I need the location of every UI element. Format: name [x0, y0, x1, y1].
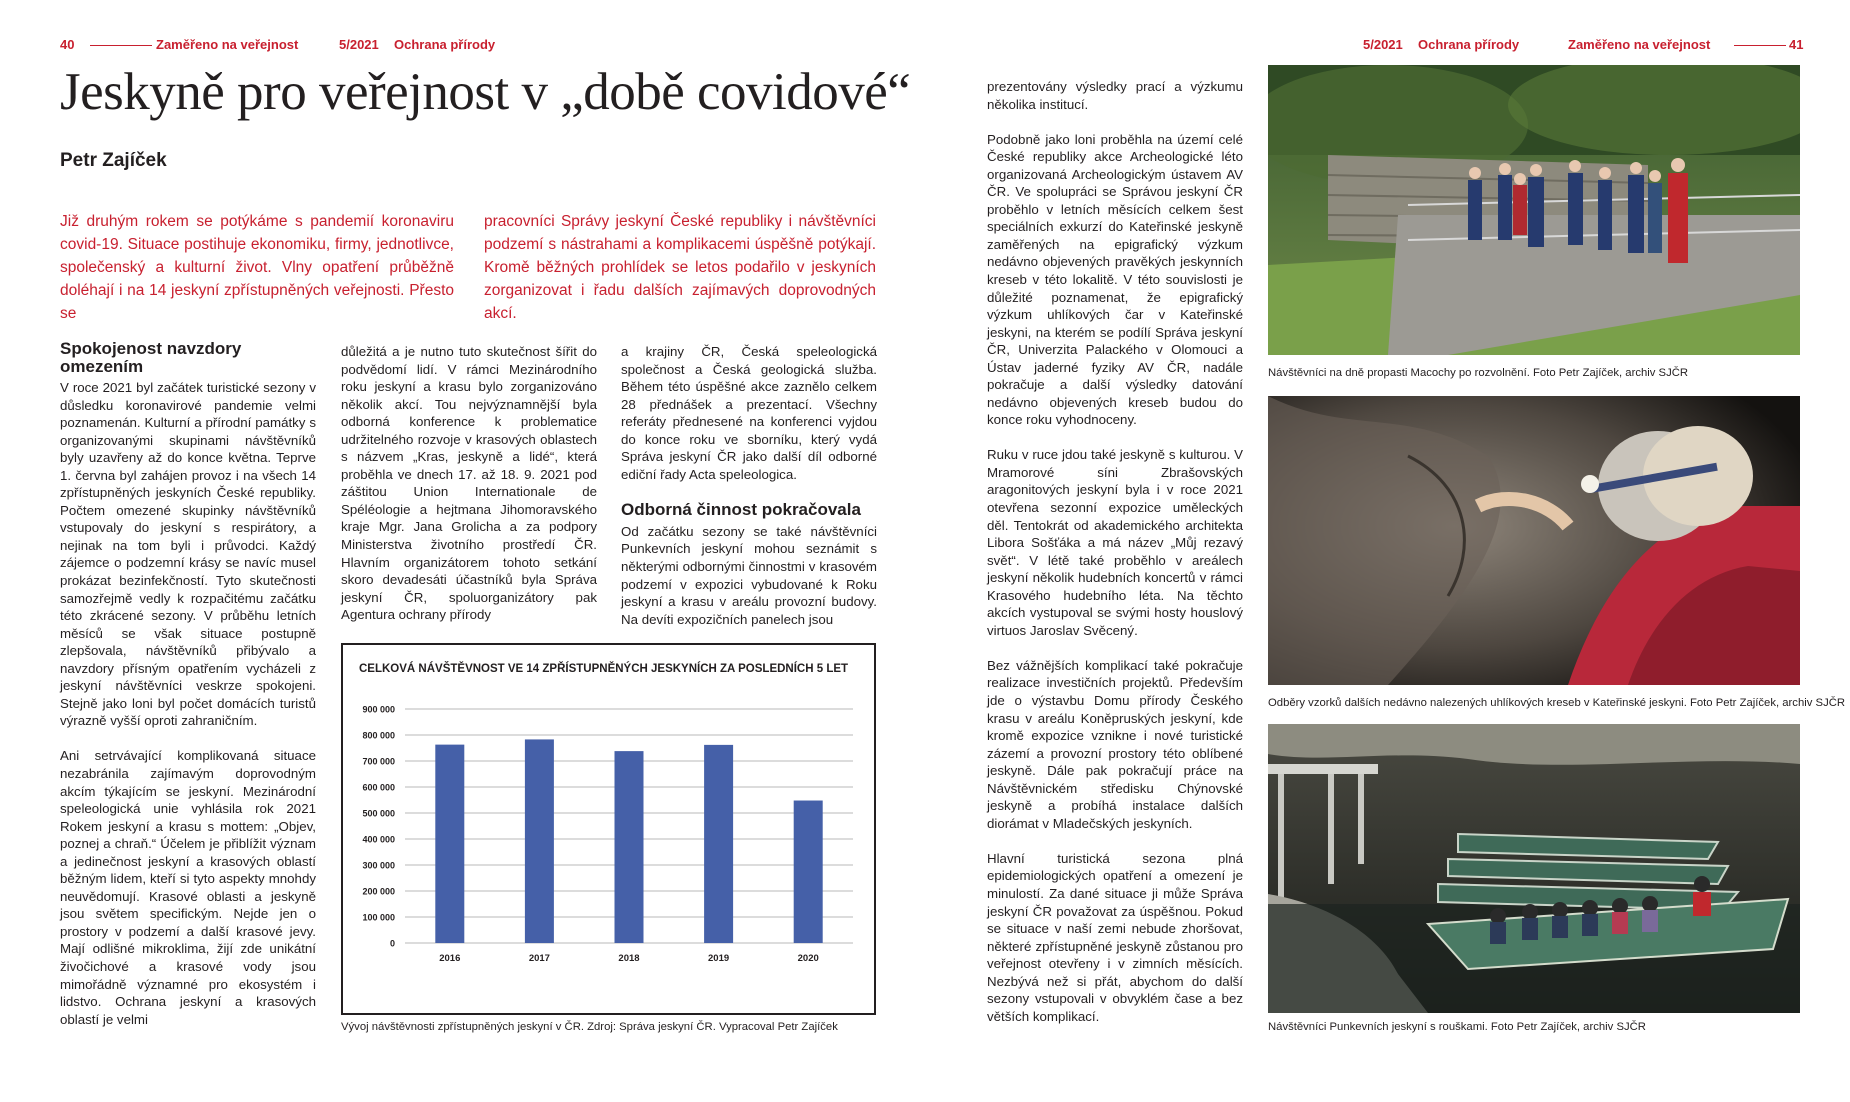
page-number-left: 40 — [60, 37, 75, 52]
text-column-1 — [60, 340, 316, 1028]
chart-bar — [704, 745, 733, 943]
y-tick-label: 700 000 — [362, 756, 395, 767]
magazine-label-left: Ochrana přírody — [394, 37, 496, 52]
photo-caption-1: Návštěvníci na dně propasti Macochy po rozvolnění. Foto Petr Zajíček, archiv SJČR — [1268, 367, 1689, 379]
paragraph: důležitá a je nutno tuto skutečnost šířit do podvědomí lidí. V rámci Mezinárodního roku jeskyní a krasu bylo zorganizováno několik akcí. Tou nejvýznamnější byla odborná konference k problematice udržitelného rozvoje v krasových oblastech s názvem „Kras, jeskyně a lidé“, která proběhla ve dnech 17. až 18. 9. 2021 pod záštitou Union Internationale de Spéléologie a hejtmana Jihomoravského kraje Mgr. Jana Grolicha a za podpory Ministerstva životního prostředí ČR. Hlavním organizátorem tohoto setkání skoro devadesáti účastníků byla Správa jeskyní ČR, spoluorganizátory pak Agentura ochrany přírody — [341, 344, 597, 623]
chart-canvas — [343, 645, 874, 1013]
paragraph: V roce 2021 byl začátek turistické sezony v důsledku koronavirové pandemie velmi poznamenán. Kulturní a přírodní památky s organizovanými skupinami návštěvníků byly uzavřeny až do konce května. Teprve 1. června byl zahájen provoz i na všech 14 zpřístupněných jeskyních České republiky. Počtem omezené skupinky návštěvníků vstupovaly do jeskyní s respirátory, a nejinak na tom byli i průvodci. Každý zájemce o podzemní krásy se navíc musel prokázat bezinfekčností. Tyto skutečnosti samozřejmě vedly k rozpačitému začátku této zkrácené sezony. V průběhu letních měsíců se však situace postupně zlepšovala, návštěvníků přibývalo a navzdory přísným opatřením vycházeli z jeskyní návštěvníci veskrze spokojeni. Stejně jako loni byl počet domácích turistů výrazně vyšší oproti zahraničním. — [60, 380, 316, 729]
y-tick-label: 300 000 — [362, 860, 395, 871]
photo-macocha-visitors — [1268, 65, 1800, 355]
chart-caption: Vývoj návštěvnosti zpřístupněných jeskyní v ČR. Zdroj: Správa jeskyní ČR. Vypracoval Petr Zajíček — [341, 1021, 838, 1033]
header-rule-right — [1734, 45, 1786, 46]
article-author: Petr Zajíček — [60, 150, 167, 171]
text-column-3 — [621, 343, 877, 628]
paragraph: Hlavní turistická sezona plná epidemiologických opatření a omezení je minulostí. Za dané situace ji může Správa jeskyní ČR považovat za úspěšnou. Pokud se situace v naší zemi nebude zhoršovat, některé zpřístupněné jeskyně zůstanou pro veřejnost otevřeny i v zimních měsících. Nezbývá než si přát, abychom do další sezony vstupovali v obvyklém čase a bez větších komplikací. — [987, 850, 1243, 1024]
photo-cave-sampling — [1268, 396, 1800, 685]
x-tick-label: 2016 — [439, 953, 461, 964]
visitor-chart — [341, 643, 876, 1015]
paragraph: prezentovány výsledky prací a výzkumu několika institucí. — [987, 79, 1243, 112]
issue-label-left: 5/2021 — [339, 37, 379, 52]
section-label-right: Zaměřeno na veřejnost — [1568, 37, 1711, 52]
chart-bar — [435, 745, 464, 943]
x-tick-label: 2019 — [708, 953, 730, 964]
section-heading: Odborná činnost pokračovala — [621, 500, 861, 520]
x-tick-label: 2020 — [797, 953, 819, 964]
page-number-right: 41 — [1789, 37, 1804, 52]
chart-bar — [794, 801, 823, 943]
lead-text-right: pracovníci Správy jeskyní České republiky i návštěvníci podzemí s nástrahami a komplikacemi úspěšně potýkají. Kromě běžných prohlídek se letos podařilo v jeskyních zorganizovat i řadu dalších zajímavých doprovodných akcí. — [484, 213, 876, 322]
y-tick-label: 900 000 — [362, 704, 395, 715]
y-tick-label: 500 000 — [362, 808, 395, 819]
section-label-left: Zaměřeno na veřejnost — [156, 37, 299, 52]
chart-bar — [615, 751, 644, 943]
y-tick-label: 200 000 — [362, 886, 395, 897]
y-tick-label: 100 000 — [362, 912, 395, 923]
photo-caption-3: Návštěvníci Punkevních jeskyní s rouškami. Foto Petr Zajíček, archiv SJČR — [1268, 1021, 1646, 1033]
y-tick-label: 0 — [389, 938, 395, 949]
y-tick-label: 800 000 — [362, 730, 395, 741]
chart-bar — [525, 739, 554, 943]
y-tick-label: 400 000 — [362, 834, 395, 845]
x-tick-label: 2017 — [528, 953, 550, 964]
photo-cave-boats — [1268, 724, 1800, 1013]
paragraph: Bez vážnějších komplikací také pokračuje realizace investičních projektů. Především jde o výstavbu Domu přírody Českého krasu v areálu Koněpruských jeskyní, kde kromě expozice vznikne i nové turistické zázemí a provozní prostory této oblíbené jeskyně. Dále pak pokračují práce na Návštěvnickém středisku Chýnovské jeskyně a probíhá instalace dalších diorámat v Mladečských jeskyních. — [987, 657, 1243, 831]
y-tick-label: 600 000 — [362, 782, 395, 793]
paragraph: Podobně jako loni proběhla na území celé České republiky akce Archeologické léto organizovaná Archeologickým ústavem AV ČR. Ve spolupráci se Správou jeskyní ČR proběhlo v letních měsících celkem šest speciálních exkurzí do Kateřinské jeskyně zaměřených na epigrafický výzkum nedávno objevených pravěkých jeskynních kreseb v této lokalitě. V této souvislosti je důležité poznamenat, že epigrafický výzkum uhlíkových čar v Kateřinské jeskyni, na kterém se podílí Správa jeskyní ČR, Univerzita Palackého v Olomouci a Ústav jaderné fyziky AV ČR, nadále pokračuje a další výsledky datování nedávno objevených kreseb budou do konce roku vyhodnoceny. — [987, 131, 1243, 428]
issue-label-right: 5/2021 — [1363, 37, 1403, 52]
chart-title: CELKOVÁ NÁVŠTĚVNOST VE 14 ZPŘÍSTUPNĚNÝCH JESKYNÍCH ZA POSLEDNÍCH 5 LET — [359, 663, 849, 675]
text-column-2 — [341, 343, 597, 624]
section-heading: Spokojenost navzdory omezením — [60, 339, 242, 376]
x-tick-label: 2018 — [618, 953, 640, 964]
paragraph: Ruku v ruce jdou také jeskyně s kulturou. V Mramorové síni Zbrašovských aragonitových jeskyní byla i v roce 2021 otevřena sezonní expozice uměleckých děl. Tentokrát od akademického architekta Libora Sošťáka a má název „Můj rezavý svět“. V létě také proběhlo v areálech jeskyní několik hudebních koncertů v rámci Krasového hudebního léta. Na těchto akcích vystupoval se svými hosty houslový virtuos Jaroslav Svěcený. — [987, 447, 1243, 638]
header-rule-left — [90, 45, 152, 46]
lead-text-left: Již druhým rokem se potýkáme s pandemií koronaviru covid-19. Situace postihuje ekonomiku, firmy, jednotlivce, společenský a kulturní život. Vlny opatření průběžně doléhají i na 14 jeskyní zpřístupněných veřejnosti. Přesto se — [60, 213, 454, 322]
photo-caption-2: Odběry vzorků dalších nedávno nalezených uhlíkových kreseb v Kateřinské jeskyni. Foto Petr Zajíček, archiv SJČR — [1268, 697, 1846, 709]
paragraph: Od začátku sezony se také návštěvníci Punkevních jeskyní mohou seznámit s některými odbornými činnostmi v krasovém podzemí v expozici vybudované k Roku jeskyní a krasu v areálu provozní budovy. Na devíti expozičních panelech jsou — [621, 523, 877, 627]
paragraph: a krajiny ČR, Česká speleologická společnost a Česká geologická služba. Během této úspěšné akce zaznělo celkem 28 přednášek a prezentací. Všechny referáty přednesené na konferenci vyjdou do konce roku ve sborníku, který vydá Správa jeskyní ČR jako další díl odborné ediční řady Acta speleologica. — [621, 344, 877, 482]
article-title: Jeskyně pro veřejnost v „době covidové“ — [60, 63, 911, 121]
text-column-4 — [987, 78, 1243, 1025]
magazine-label-right: Ochrana přírody — [1418, 37, 1520, 52]
paragraph: Ani setrvávající komplikovaná situace nezabránila zajímavým doprovodným akcím týkajícím se jeskyní. Mezinárodní speleologická unie vyhlásila rok 2021 Rokem jeskyní a krasu s mottem: „Objev, poznej a chraň.“ Účelem je přiblížit význam a jedinečnost jeskyní a krasových oblastí běžným lidem, kteří si tyto aspekty mnohdy neuvědomují. Krasové oblasti a jeskyně jsou světem specifickým. Nejde jen o prostory v podzemí a další krasové jevy. Mají odlišné mikroklima, žijí zde unikátní živočichové a krasové vody jsou mimořádně významné pro ekosystém i lidstvo. Ochrana jeskyní a krasových oblastí je velmi — [60, 748, 316, 1027]
